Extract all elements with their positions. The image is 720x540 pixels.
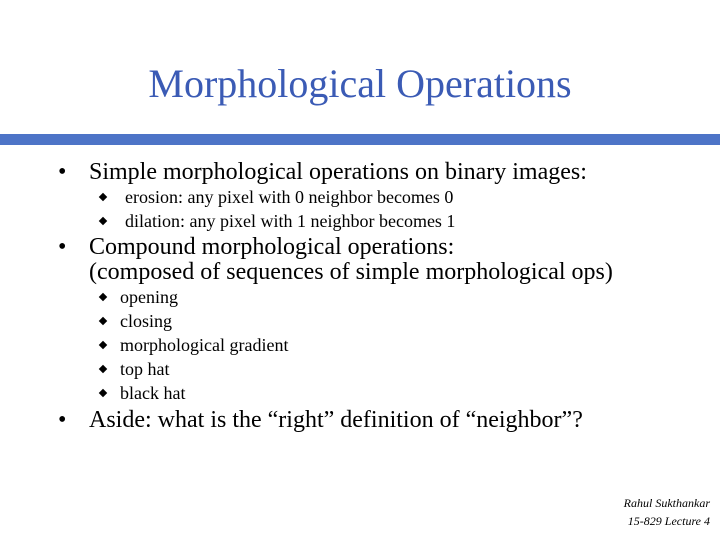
- bullet-text: Compound morphological operations:: [89, 234, 455, 260]
- list-item-text: top hat: [120, 359, 170, 379]
- bullet-dot-icon: •: [58, 407, 67, 433]
- footer-course: 15-829 Lecture 4: [627, 514, 710, 528]
- diamond-bullet-icon: [99, 389, 107, 397]
- list-item-text: erosion: any pixel with 0 neighbor becomes 0: [125, 187, 454, 207]
- diamond-bullet-icon: [99, 293, 107, 301]
- bullet-text-continued: (composed of sequences of simple morphological ops): [89, 259, 613, 285]
- bullet-dot-icon: •: [58, 234, 67, 260]
- diamond-bullet-icon: [99, 317, 107, 325]
- bullet-text: Simple morphological operations on binary images:: [89, 159, 587, 185]
- list-item-text: opening: [120, 287, 178, 307]
- title-divider: [0, 134, 720, 145]
- bullet-dot-icon: •: [58, 159, 67, 185]
- list-item-text: dilation: any pixel with 1 neighbor becomes 1: [125, 211, 456, 231]
- diamond-bullet-icon: [99, 193, 107, 201]
- list-item-text: morphological gradient: [120, 335, 289, 355]
- diamond-bullet-icon: [99, 341, 107, 349]
- list-item-text: black hat: [120, 383, 186, 403]
- list-item-text: closing: [120, 311, 172, 331]
- diamond-bullet-icon: [99, 217, 107, 225]
- footer-author: Rahul Sukthankar: [623, 496, 710, 510]
- diamond-bullet-icon: [99, 365, 107, 373]
- bullet-text: Aside: what is the “right” definition of “neighbor”?: [89, 407, 583, 433]
- slide-footer: [624, 494, 710, 530]
- slide-title: Morphological Operations: [148, 61, 572, 106]
